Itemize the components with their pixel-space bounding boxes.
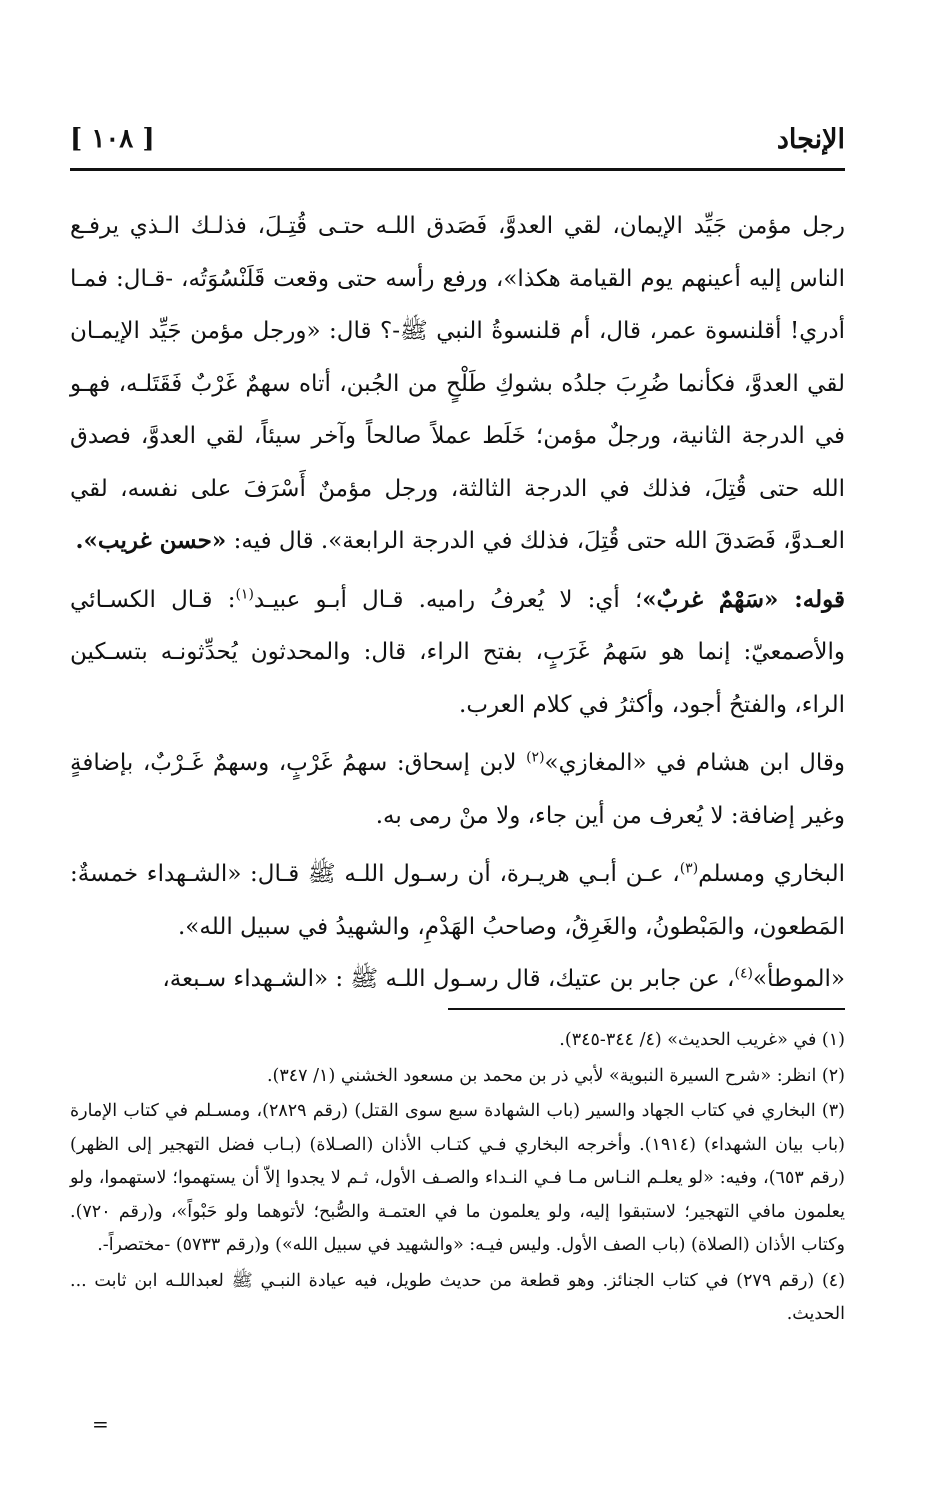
footnote-4: (٤) (رقم ٢٧٩) في كتاب الجنائز. وهو قطعة من حديث طويل، فيه عيادة النبـي ﷺ لعبداللـه ابن ثابت ... الحديث. — [70, 1270, 846, 1324]
footnote-3: (٣) البخاري في كتاب الجهاد والسير (باب الشهادة سبع سوى القتل) (رقم ٢٨٢٩)، ومسـلم في كتاب الإمارة (باب بيان الشهداء) (١٩١٤). وأخرجه البخاري فـي كتـاب الأذان (الصـلاة) (بـاب فضل التهجير إلى الظهر) (رقم ٦٥٣)، وفيه: «لو يعلـم النـاس مـا فـي النـداء والصـف الأول، ثـم لا يجدوا إلاّ أن يستهموا؛ لاستهموا، ولو يعلمون مافي التهجير؛ لاستبقوا إليه، ولو يعلمون ما في العتمـة والصُّبح؛ لأتوهما ولو حَبْواً»، و(رقم ٧٢٠). وكتاب الأذان (الصلاة) (باب الصف الأول. وليس فيـه: «والشهيد في سبيل الله») و(رقم ٥٧٣٣) -مختصراً-. — [70, 1101, 845, 1255]
continuation-mark: = — [92, 1412, 109, 1436]
hadith-grade: «حسن غريب». — [75, 527, 227, 554]
header-divider — [70, 168, 845, 171]
paragraph-explanation — [70, 574, 845, 732]
bukhari-text-a: البخاري ومسلم — [698, 861, 845, 887]
hadith-text: رجل مؤمن جَيِّد الإيمان، لقي العدوَّ، فَصَدق اللـه حتـى قُتِـلَ، فذلـك الـذي يرفـع الناس إليه أعينهم يوم القيامة هكذا»، ورفع رأسه حتى وقعت قَلَنْسُوَتُه، -قـال: فمـا أدري! أقلنسوة عمر، قال، أم قلنسوةُ النبي ﷺ-؟ قال: «ورجل مؤمن جَيِّد الإيمـان لقي العدوَّ، فكأنما ضُرِبَ جلدُه بشوكِ طَلْحٍ من الجُبن، أتاه سهمٌ غَرْبٌ فَقَتَلـه، فهـو في الدرجة الثانية، ورجلٌ مؤمن؛ خَلَط عملاً صالحاً وآخر سيئاً، لقي العدوَّ، فصدق الله حتى قُتِلَ، فذلك في الدرجة الثالثة، ورجل مؤمنٌ أَسْرَفَ على نفسه، لقي العـدوَّ، فَصَدقَ الله حتى قُتِلَ، فذلك في الدرجة الرابعة». قال فيه: — [70, 213, 845, 554]
bukhari-text-b: ، عـن أبـي هريـرة، أن رسـول اللـه ﷺ قـال: «الشـهداء خمسةٌ: المَطعون، والمَبْطونُ، والغَرِقُ، وصاحبُ الهَدْمِ، والشهيدُ في سبيل الله». — [70, 861, 845, 940]
book-title: الإنجاد — [776, 124, 845, 155]
paragraph-ibn-hisham — [70, 737, 845, 842]
muwatta-text-a: «الموطأ» — [752, 966, 845, 992]
explanation-text-b: : قـال الكسـائي والأصمعيّ: إنما هو سَهمُ غَرَبٍ، بفتح الراء، قال: والمحدثون يُحدِّثونـه بتسـكين الراء، والفتحُ أجود، وأكثرُ في كلام العرب. — [70, 586, 845, 718]
page-number: [ ١٠٨ ] — [70, 124, 155, 154]
footnote-ref-3[interactable]: (٣) — [679, 860, 699, 877]
ibn-hisham-text-b: لابن إسحاق: سهمُ غَرْبٍ، وسهمٌ غَـرْبٌ، بإضافةٍ وغير إضافة: لا يُعرف من أين جاء، ولا منْ رمى به. — [70, 750, 845, 829]
paragraph-bukhari — [70, 848, 845, 1006]
explanation-lead: قوله: «سَهْمٌ غربٌ» — [642, 585, 845, 613]
footnote-ref-2[interactable]: (٢) — [526, 749, 545, 766]
footnotes-section — [70, 1024, 845, 1334]
paragraph-hadith — [70, 200, 845, 568]
footnote-2: (٢) انظر: «شرح السيرة النبوية» لأبي ذر بن محمد بن مسعود الخشني (١/ ٣٤٧). — [266, 1065, 845, 1086]
footnote-divider — [448, 1008, 845, 1010]
footnote-1: (١) في «غريب الحديث» (٤/ ٣٤٤-٣٤٥). — [559, 1030, 845, 1050]
ibn-hisham-text-a: وقال ابن هشام في «المغازي» — [544, 750, 845, 776]
page-header — [70, 118, 845, 162]
main-text — [70, 200, 845, 1006]
footnote-ref-4[interactable]: (٤) — [734, 965, 753, 982]
explanation-text-a: ؛ أي: لا يُعرفُ راميه. قـال أبـو عبيـد — [253, 586, 643, 613]
footnote-ref-1[interactable]: (١) — [235, 585, 254, 602]
muwatta-text-b: ، عن جابر بن عتيك، قال رسـول اللـه ﷺ : «الشـهداء سـبعة، — [162, 966, 735, 992]
